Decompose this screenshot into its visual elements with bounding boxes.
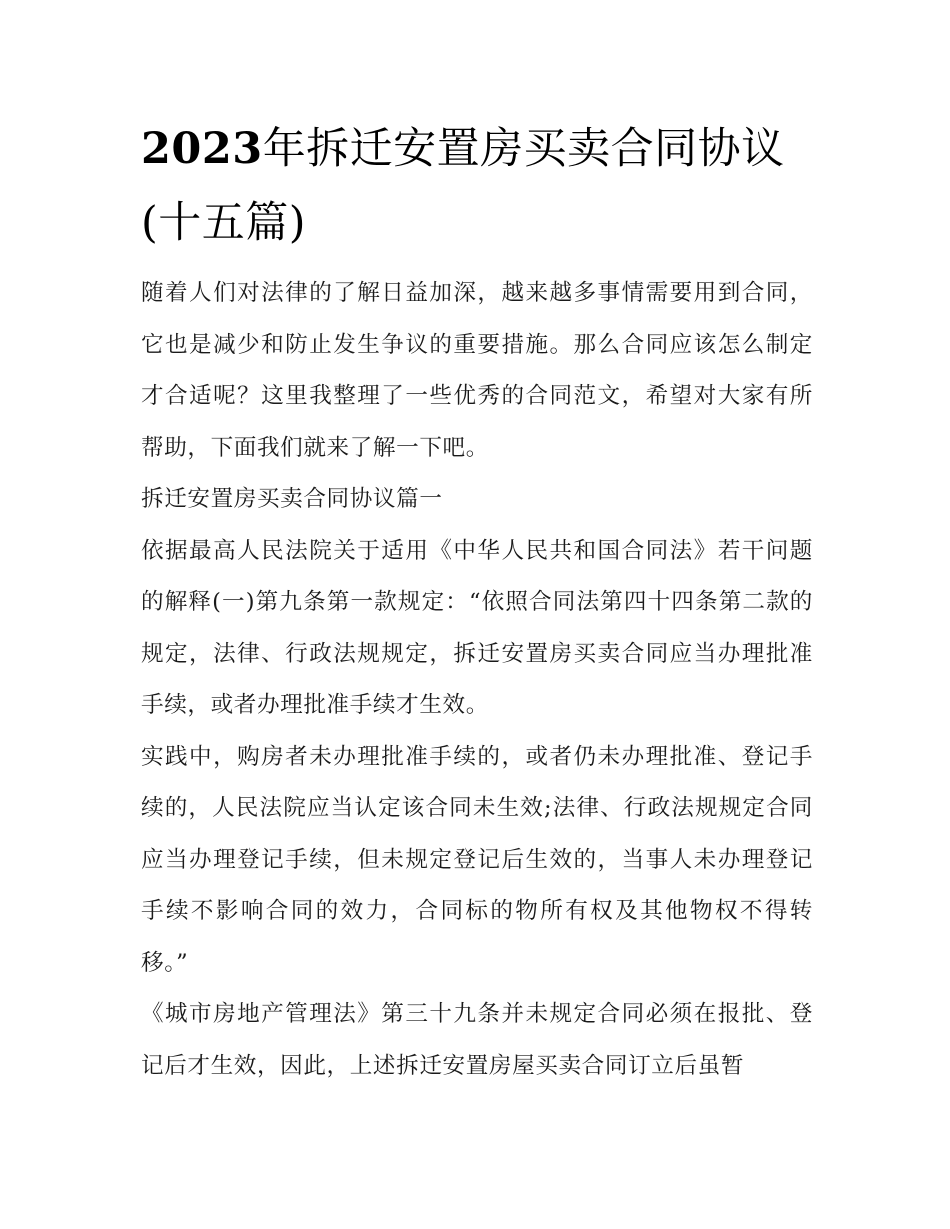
body-paragraph: 《城市房地产管理法》第三十九条并未规定合同必须在报批、登记后才生效，因此，上述拆迁安置房屋买卖合同订立后虽暂 — [141, 1001, 813, 1079]
body-paragraph: 依据最高人民法院关于适用《中华人民共和国合同法》若干问题的解释(一)第九条第一款规定：“依照合同法第四十四条第二款的规定，法律、行政法规规定，拆迁安置房买卖合同应当办理批准手续，或者办理批准手续才生效。 — [141, 537, 813, 718]
body-paragraph: 实践中，购房者未办理批准手续的，或者仍未办理批准、登记手续的，人民法院应当认定该合同未生效;法律、行政法规规定合同应当办理登记手续，但未规定登记后生效的，当事人未办理登记手续不影响合同的效力，合同标的物所有权及其他物权不得转移。” — [141, 743, 813, 976]
document-body — [141, 268, 813, 1092]
section-heading: 拆迁安置房买卖合同协议篇一 — [141, 486, 443, 512]
title-year: 2023 — [141, 124, 263, 174]
document-page — [141, 112, 813, 1092]
intro-paragraph: 随着人们对法律的了解日益加深，越来越多事情需要用到合同，它也是减少和防止发生争议的重要措施。那么合同应该怎么制定才合适呢？这里我整理了一些优秀的合同范文，希望对大家有所帮助，下面我们就来了解一下吧。 — [141, 280, 813, 461]
title-text: 年拆迁安置房买卖合同协议(十五篇) — [141, 124, 785, 248]
document-title — [141, 112, 813, 260]
